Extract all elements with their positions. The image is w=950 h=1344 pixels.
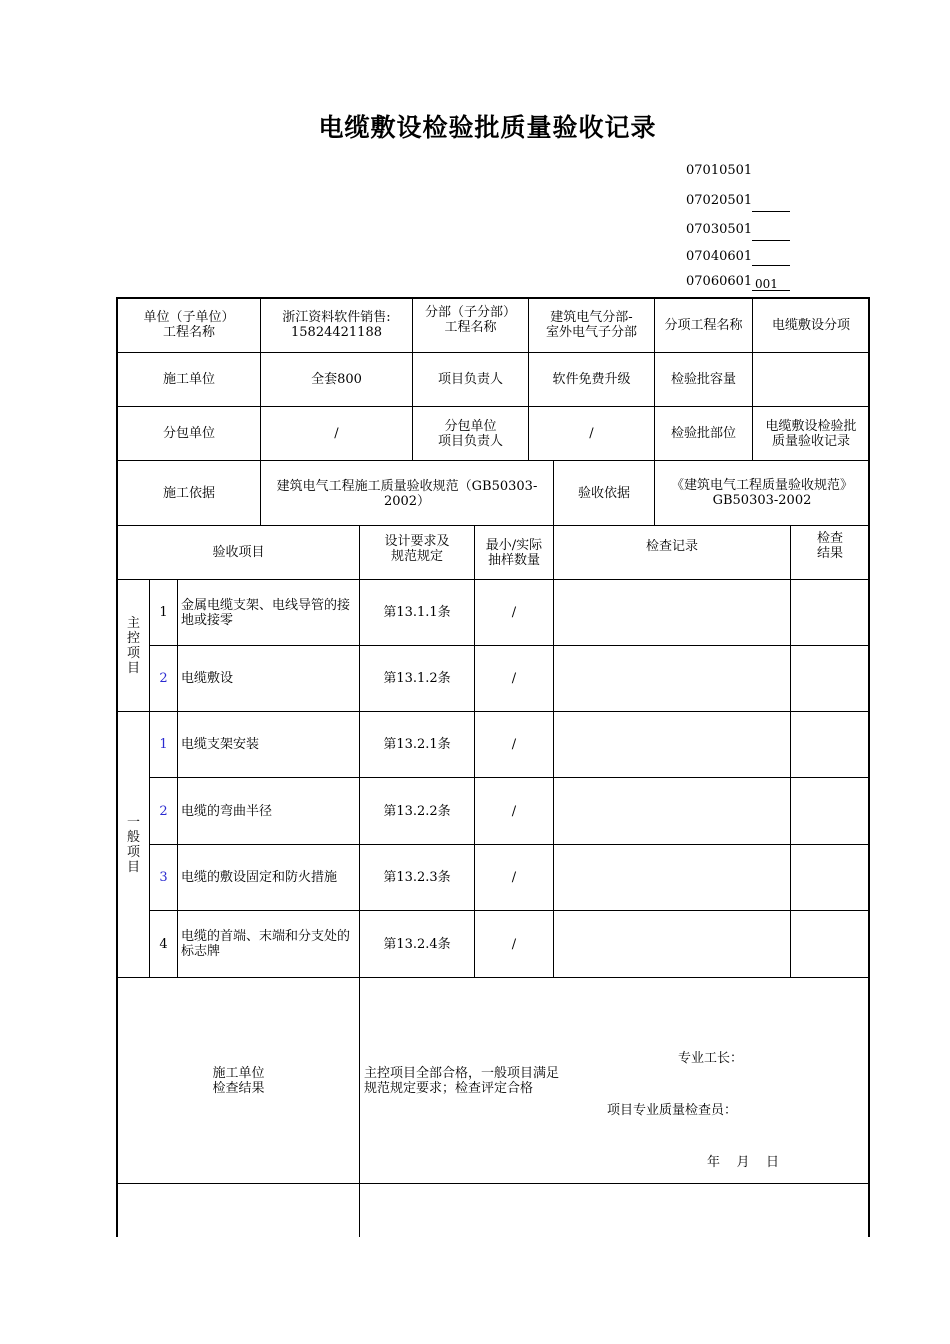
- acceptance-basis-value: 《建筑电气工程质量验收规范》 GB50303-2002: [670, 478, 853, 508]
- division-label: 分部（子分部） 工程名称: [424, 305, 516, 335]
- batch-code-2: 07020501: [686, 193, 753, 208]
- code-suffix: 001: [752, 277, 790, 291]
- subitem-label: 分项工程名称: [664, 317, 743, 333]
- code-blank: [752, 198, 790, 212]
- batch-code-3: 07030501: [686, 222, 753, 237]
- general-item-requirement: 第13.2.2条: [383, 803, 451, 819]
- date-label: 年 月 日: [707, 1155, 780, 1170]
- unit-name-value: 浙江资料软件销售: 15824421188: [282, 310, 391, 340]
- foreman-label: 专业工长：: [678, 1051, 744, 1066]
- inspector-label: 项目专业质量检查员：: [607, 1103, 738, 1118]
- constructor-value: 全套800: [311, 372, 362, 387]
- general-item-name: 电缆的首端、末端和分支处的 标志牌: [181, 929, 351, 959]
- general-item-requirement: 第13.2.3条: [383, 870, 451, 885]
- conclusion-text: 主控项目全部合格，一般项目满足 规范规定要求；检查评定合格: [364, 1066, 560, 1096]
- location-label: 检验批部位: [670, 426, 736, 441]
- general-item-sample: /: [511, 870, 517, 885]
- batch-code-1: 07010501: [686, 163, 753, 178]
- constructor-label: 施工单位: [162, 372, 215, 387]
- col-record-header: 检查记录: [645, 538, 698, 554]
- basis-label: 施工依据: [162, 485, 215, 501]
- main-item-requirement: 第13.1.1条: [383, 605, 451, 620]
- general-item-name: 电缆的弯曲半径: [181, 803, 273, 819]
- general-item-name: 电缆的敷设固定和防火措施: [181, 870, 338, 885]
- general-item-requirement: 第13.2.4条: [383, 936, 451, 952]
- col-result-header: 检查 结果: [816, 531, 843, 561]
- sub-pm-value: /: [589, 426, 594, 441]
- capacity-value: [753, 353, 869, 406]
- general-item-requirement: 第13.2.1条: [383, 737, 451, 752]
- col-item-header: 验收项目: [212, 545, 265, 560]
- basis-value: 建筑电气工程施工质量验收规范（GB50303- 2002）: [276, 479, 538, 509]
- general-item-no: 4: [159, 936, 168, 952]
- batch-code-4: 07040601: [686, 249, 753, 264]
- general-item-sample: /: [511, 737, 517, 752]
- sub-pm-label: 分包单位 项目负责人: [437, 418, 503, 449]
- capacity-label: 检验批容量: [670, 372, 736, 387]
- col-sample-header: 最小/实际 抽样数量: [485, 537, 543, 568]
- general-item-no: 3: [159, 870, 168, 885]
- general-group-text: 一般项目: [126, 814, 140, 875]
- main-item-no: 2: [159, 671, 168, 686]
- page-title: 电缆敷设检验批质量验收记录: [318, 113, 657, 142]
- main-item-sample: /: [511, 671, 517, 686]
- main-item-no: 1: [159, 605, 168, 620]
- main-group-label: [118, 580, 149, 711]
- general-item-name: 电缆支架安装: [181, 737, 260, 752]
- general-item-no: 2: [159, 803, 168, 819]
- main-item-requirement: 第13.1.2条: [383, 671, 451, 686]
- batch-code-5: 07060601: [686, 274, 753, 289]
- code-blank: [752, 227, 790, 241]
- col-requirement-header: 设计要求及 规范规定: [384, 534, 450, 564]
- acceptance-basis-label: 验收依据: [577, 485, 630, 501]
- code-blank: [752, 252, 790, 266]
- subcontractor-label: 分包单位: [162, 426, 215, 441]
- main-item-sample: /: [511, 605, 517, 620]
- subcontractor-value: /: [334, 426, 339, 441]
- project-manager-value: 软件免费升级: [552, 372, 631, 387]
- main-group-text: 主控项目: [126, 615, 140, 676]
- location-value: 电缆敷设检验批 质量验收记录: [765, 418, 857, 449]
- general-group-label: [118, 712, 149, 977]
- project-manager-label: 项目负责人: [437, 372, 503, 387]
- division-value: 建筑电气分部- 室外电气子分部: [545, 310, 637, 340]
- unit-name-label: 单位（子单位） 工程名称: [143, 310, 235, 340]
- conclusion-label: 施工单位 检查结果: [212, 1065, 265, 1096]
- main-item-name: 电缆敷设: [181, 671, 234, 686]
- general-item-sample: /: [511, 803, 517, 819]
- general-item-sample: /: [511, 936, 517, 952]
- subitem-value: 电缆敷设分项: [771, 317, 850, 333]
- main-item-name: 金属电缆支架、电线导管的接 地或接零: [181, 597, 351, 628]
- general-item-no: 1: [159, 737, 168, 752]
